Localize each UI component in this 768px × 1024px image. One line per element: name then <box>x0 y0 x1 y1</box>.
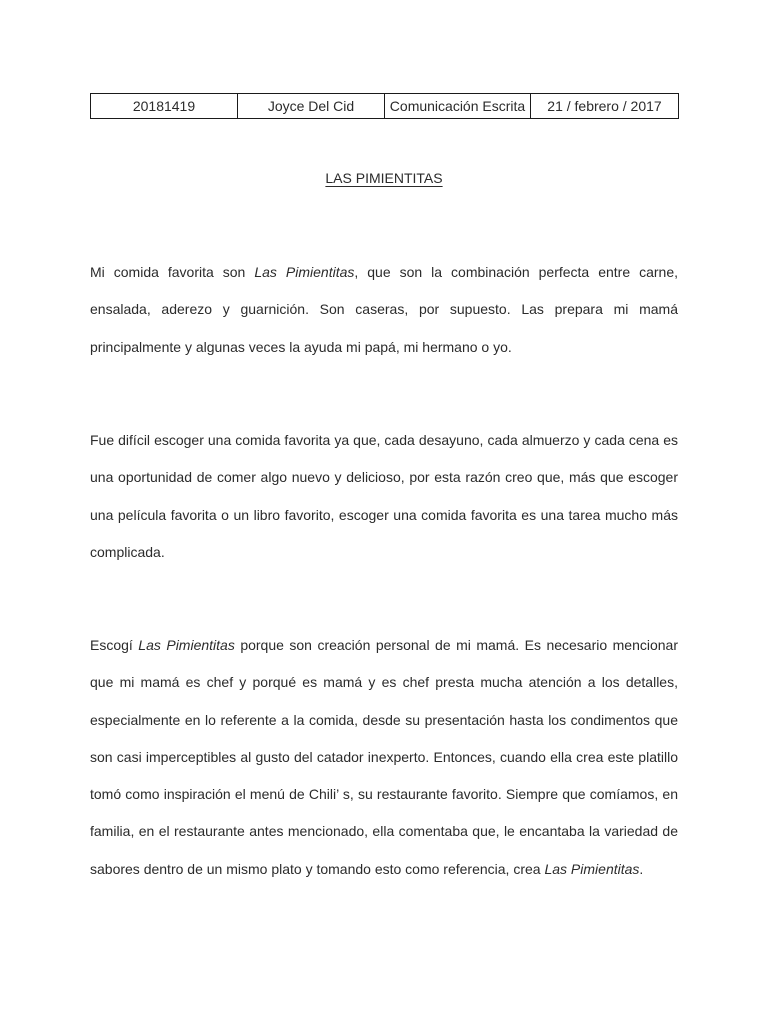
student-name-cell: Joyce Del Cid <box>238 94 385 119</box>
course-cell: Comunicación Escrita <box>385 94 531 119</box>
header-row <box>91 94 679 119</box>
header-table <box>90 93 679 119</box>
paragraph-3 <box>90 627 678 888</box>
paragraph-2 <box>90 422 678 571</box>
paragraph-3-dish-name-1: Las Pimientitas <box>138 637 235 653</box>
paragraph-3-text-c: . <box>639 860 644 877</box>
paragraph-1-text-b: , que son la combinación perfecta entre carne, ensalada, aderezo y guarnición. Son caseras, por supuesto. Las prepara mi mamá principalmente y algunas veces la ayuda mi papá, mi hermano o yo. <box>90 264 678 355</box>
paragraph-1-text-a: Mi comida favorita son <box>90 264 255 280</box>
document-title: LAS PIMIENTITAS <box>325 170 443 186</box>
paragraph-1-dish-name: Las Pimientitas <box>254 264 355 280</box>
paragraph-1 <box>90 254 678 366</box>
student-id-cell: 20181419 <box>91 94 238 119</box>
date-cell: 21 / febrero / 2017 <box>531 94 679 119</box>
paragraph-3-text-b: porque son creación personal de mi mamá. Es necesario mencionar que mi mamá es chef y porqué es mamá y es chef presta mucha atención a los detalles, especialmente en lo referente a la comida, desde su presentación hasta los condimentos que son casi imperceptibles al gusto del catador inexperto. Entonces, cuando ella crea este platillo tomó como inspiración el menú de Chili’ s, su restaurante favorito. Siempre que comíamos, en familia, en el restaurante antes mencionado, ella comentaba que, le encantaba la variedad de sabores dentro de un mismo plato y tomando esto como referencia, crea <box>90 637 678 877</box>
paragraph-3-text-a: Escogí <box>90 637 139 653</box>
paragraph-3-dish-name-2: Las Pimientitas <box>544 860 640 877</box>
paragraph-2-text: Fue difícil escoger una comida favorita ya que, cada desayuno, cada almuerzo y cada cena es una oportunidad de comer algo nuevo y delicioso, por esta razón creo que, más que escoger una película favorita o un libro favorito, escoger una comida favorita es una tarea mucho más complicada. <box>90 432 678 560</box>
document-title-container <box>0 170 768 186</box>
